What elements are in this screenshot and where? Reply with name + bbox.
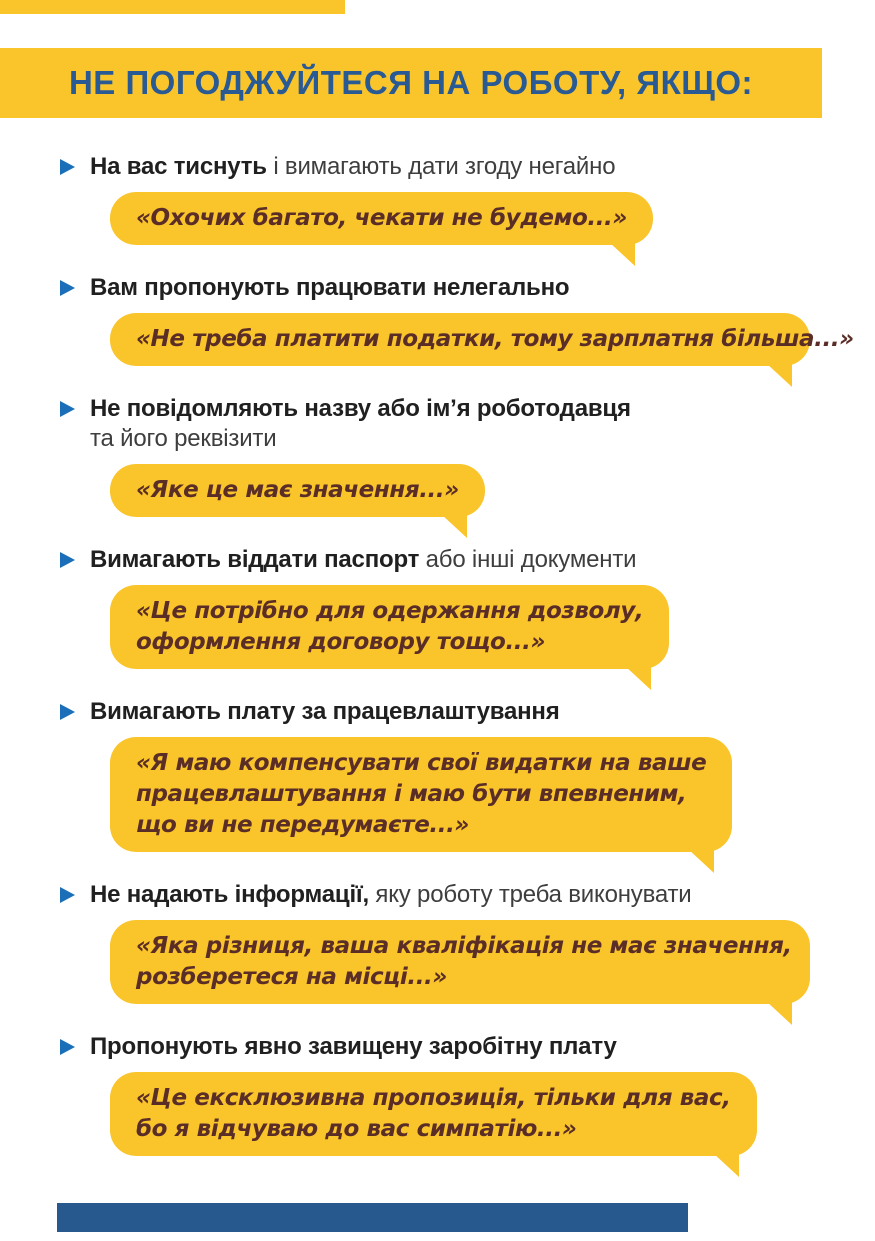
quote-line: «Яке це має значення...» [136, 477, 459, 503]
speech-bubble [110, 464, 485, 517]
item-heading [60, 697, 860, 727]
quote-line: розберетеся на місці...» [136, 964, 447, 990]
heading-text [90, 697, 860, 727]
warning-item [60, 152, 860, 245]
footer-blue-bar [57, 1203, 688, 1232]
bubble-tail [441, 514, 467, 538]
warning-item [60, 273, 860, 366]
quote-line: «Це ексклюзивна пропозиція, тільки для вас, [136, 1085, 731, 1111]
bubble-tail [766, 363, 792, 387]
quote-line: «Охочих багато, чекати не будемо...» [136, 205, 627, 231]
heading-text [90, 880, 860, 910]
quote-line: працевлаштування і маю бути впевненим, [136, 781, 687, 807]
heading-regular: або інші документи [425, 546, 637, 573]
bullet-triangle-icon [60, 887, 75, 903]
quote-line: «Я маю компенсувати свої видатки на ваше [136, 750, 707, 776]
speech-bubble [110, 313, 854, 366]
heading-bold: Вимагають плату за працевлаштування [90, 698, 560, 725]
warning-item [60, 1032, 860, 1156]
quote-line: оформлення договору тощо...» [136, 629, 546, 655]
bubble-tail [625, 666, 651, 690]
item-heading [60, 1032, 860, 1062]
top-left-yellow-strip [0, 0, 345, 14]
warning-item [60, 394, 860, 517]
header-band [0, 48, 822, 118]
heading-regular: та його реквізити [90, 425, 277, 452]
heading-text [90, 1032, 860, 1062]
heading-bold: Пропонують явно завищену заробітну плату [90, 1033, 617, 1060]
bubble-tail [688, 849, 714, 873]
quote-line: «Яка різниця, ваша кваліфікація не має значення, [136, 933, 792, 959]
heading-text [90, 273, 860, 303]
heading-bold: На вас тиснуть [90, 153, 267, 180]
quote-line: «Це потрібно для одержання дозволу, [136, 598, 644, 624]
heading-text [90, 152, 860, 182]
speech-bubble [110, 585, 669, 669]
bullet-triangle-icon [60, 552, 75, 568]
item-heading [60, 394, 860, 454]
warning-item [60, 880, 860, 1004]
warning-list [60, 152, 860, 1184]
bullet-triangle-icon [60, 159, 75, 175]
warning-item [60, 697, 860, 852]
quote-line: «Не треба платити податки, тому зарплатня більша...» [136, 326, 854, 352]
speech-bubble [110, 920, 810, 1004]
page-title: НЕ ПОГОДЖУЙТЕСЯ НА РОБОТУ, ЯКЩО: [68, 64, 754, 101]
bullet-triangle-icon [60, 1039, 75, 1055]
warning-item [60, 545, 860, 669]
heading-text [90, 545, 860, 575]
quote-line: що ви не передумаєте...» [136, 812, 469, 838]
speech-bubble [110, 192, 653, 245]
bullet-triangle-icon [60, 704, 75, 720]
bubble-tail [766, 1001, 792, 1025]
heading-bold: Вам пропонують працювати нелегально [90, 274, 570, 301]
bubble-tail [609, 242, 635, 266]
item-heading [60, 152, 860, 182]
speech-bubble [110, 1072, 757, 1156]
heading-regular: яку роботу треба виконувати [375, 881, 692, 908]
item-heading [60, 545, 860, 575]
bullet-triangle-icon [60, 401, 75, 417]
item-heading [60, 273, 860, 303]
heading-bold: Не надають інформації, [90, 881, 369, 908]
heading-regular: і вимагають дати згоду негайно [273, 153, 616, 180]
heading-bold: Не повідомляють назву або ім’я роботодавця [90, 395, 631, 422]
bubble-tail [713, 1153, 739, 1177]
bullet-triangle-icon [60, 280, 75, 296]
quote-line: бо я відчуваю до вас симпатію...» [136, 1116, 577, 1142]
speech-bubble [110, 737, 732, 852]
heading-bold: Вимагають віддати паспорт [90, 546, 420, 573]
item-heading [60, 880, 860, 910]
heading-text [90, 394, 860, 454]
